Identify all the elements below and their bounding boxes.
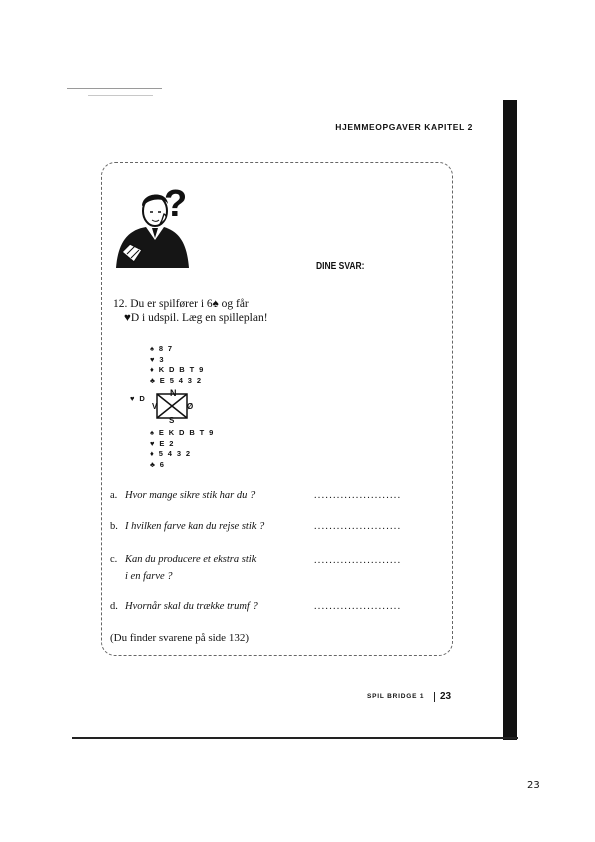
bottom-rule	[72, 737, 518, 739]
running-footer-title: SPIL BRIDGE 1	[367, 693, 425, 700]
question-mark: ?	[164, 183, 188, 225]
top-rule	[67, 88, 162, 89]
question-b	[110, 521, 264, 532]
question-a-text: Hvor mange sikre stik har du ?	[125, 490, 256, 501]
answers-reference: (Du finder svarene på side 132)	[110, 632, 249, 644]
problem-line-2: ♥D i udspil. Læg en spilleplan!	[124, 312, 268, 324]
answers-label: DINE SVAR:	[316, 261, 365, 272]
question-c-text-line-1: Kan du producere et ekstra stik	[125, 554, 257, 565]
chapter-header: HJEMMEOPGAVER KAPITEL 2	[335, 122, 473, 132]
south-spades: ♠ E K D B T 9	[150, 428, 215, 437]
problem-statement	[113, 297, 268, 325]
question-c-continued	[110, 571, 173, 582]
answer-blank-a[interactable]: .......................	[314, 490, 402, 501]
compass-north: N	[170, 388, 177, 398]
south-diamonds: ♦ 5 4 3 2	[150, 449, 192, 458]
compass-diagram	[149, 388, 195, 424]
question-a	[110, 490, 255, 501]
question-b-number: b.	[110, 521, 118, 532]
question-b-text: I hvilken farve kan du rejse stik ?	[125, 521, 265, 532]
footer-separator	[434, 692, 435, 702]
north-hearts: ♥ 3	[150, 354, 165, 364]
question-c	[110, 554, 256, 565]
question-d-number: d.	[110, 601, 118, 612]
south-hand	[150, 428, 215, 470]
question-d-text: Hvornår skal du trække trumf ?	[125, 601, 258, 612]
question-d	[110, 601, 258, 612]
thinking-person-illustration	[112, 180, 192, 270]
south-clubs: ♣ 6	[150, 459, 166, 469]
answer-blank-c[interactable]: .......................	[314, 555, 402, 566]
compass-south: S	[169, 416, 175, 424]
answer-blank-b[interactable]: .......................	[314, 521, 402, 532]
west-lead: ♥ D	[130, 394, 147, 403]
south-hearts: ♥ E 2	[150, 438, 175, 448]
running-footer-page: 23	[440, 691, 452, 702]
page-number: 23	[527, 780, 540, 791]
problem-line-1: 12. Du er spilfører i 6♠ og får	[113, 298, 249, 310]
top-rule-short	[88, 95, 153, 96]
compass-west: V	[152, 402, 158, 411]
question-c-number: c.	[110, 554, 118, 565]
north-spades: ♠ 8 7	[150, 344, 174, 353]
answer-blank-d[interactable]: .......................	[314, 601, 402, 612]
north-clubs: ♣ E 5 4 3 2	[150, 375, 203, 385]
north-hand	[150, 344, 205, 386]
question-c-text-line-2: i en farve ?	[125, 571, 173, 582]
north-diamonds: ♦ K D B T 9	[150, 365, 205, 374]
page-edge-bar	[503, 100, 517, 740]
compass-east: Ø	[187, 402, 194, 411]
question-a-number: a.	[110, 490, 118, 501]
